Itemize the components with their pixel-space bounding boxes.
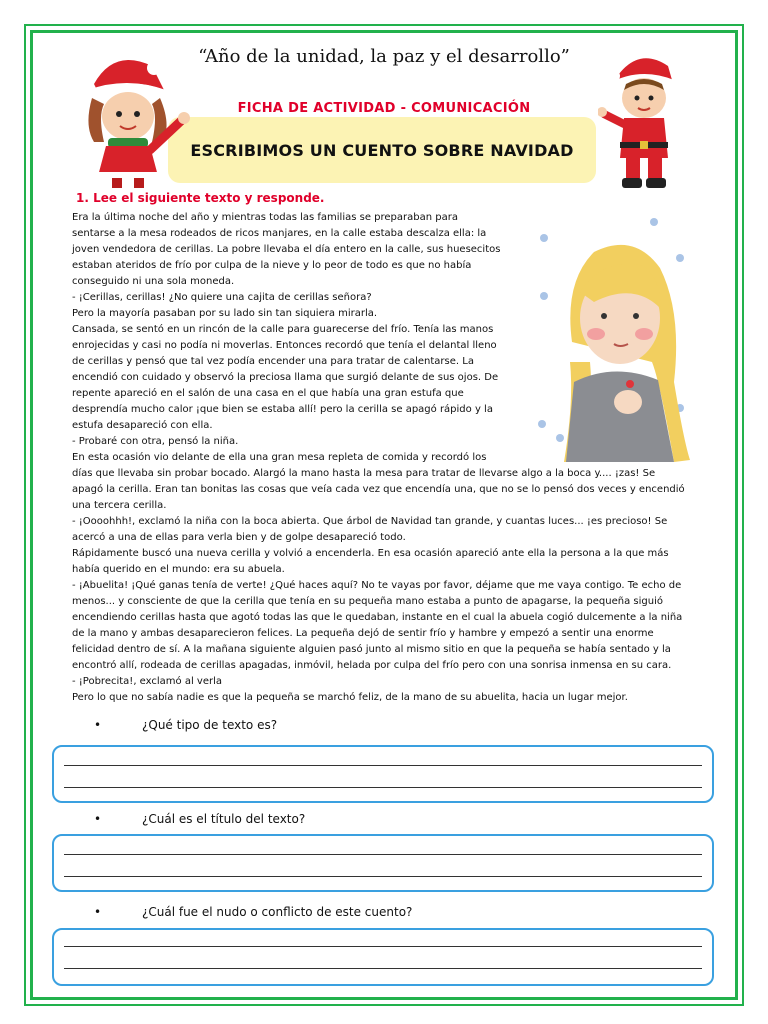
story-line: encendió con cuidado y observó la preciosa llama que surgió delante de sus ojos. De	[72, 372, 499, 383]
page-title: ESCRIBIMOS UN CUENTO SOBRE NAVIDAD	[190, 140, 574, 160]
story-line: Era la última noche del año y mientras todas las familias se preparaban para	[72, 212, 458, 223]
instruction: 1. Lee el siguiente texto y responde.	[76, 191, 325, 205]
bullet: •	[94, 905, 102, 919]
story-line: de la mano y ambas desaparecieron felices. La pequeña dejó de sentir frío y hambre y empezó a sentir una enorme	[72, 628, 654, 639]
story-line: - ¡Cerillas, cerillas! ¿No quiere una cajita de cerillas señora?	[72, 292, 372, 303]
question-1	[94, 718, 277, 732]
story-line: había querido en el mundo: era su abuela.	[72, 564, 285, 575]
story-line: sentarse a la mesa rodeados de ricos manjares, en la calle estaba descalza ella: la	[72, 228, 487, 239]
story-line: - Probaré con otra, pensó la niña.	[72, 436, 239, 447]
story-line: días que llevaba sin probar bocado. Alargó la mano hasta la mesa para tratar de llevarse algo a la boca y.... ¡zas! Se	[72, 468, 656, 479]
motto: “Año de la unidad, la paz y el desarrollo”	[198, 46, 570, 67]
answer-box-2[interactable]	[52, 834, 714, 892]
story-line: Pero lo que no sabía nadie es que la pequeña se marchó feliz, de la mano de su abuelita, hacia un lugar mejor.	[72, 692, 628, 703]
question-2	[94, 812, 305, 826]
answer-line	[64, 765, 702, 766]
story-line: felicidad dentro de sí. A la mañana siguiente alguien pasó junto al mismo sitio en que la pequeña se había sentado y la	[72, 644, 671, 655]
question-3	[94, 905, 412, 919]
question-text: ¿Cuál es el título del texto?	[142, 812, 306, 826]
story-line: conseguido ni una sola moneda.	[72, 276, 235, 287]
story-line: estaban ateridos de frío por culpa de la nieve y lo peor de todo es que no había	[72, 260, 472, 271]
answer-line	[64, 876, 702, 877]
story-line: desprendía mucho calor ¡que bien se estaba allí! pero la cerilla se apagó rápido y la	[72, 404, 493, 415]
story-line: encontró allí, rodeada de cerillas apagadas, inmóvil, helada por culpa del frío pero con una sonrisa inmensa en su cara.	[72, 660, 672, 671]
story-line: - ¡Oooohhh!, exclamó la niña con la boca abierta. Que árbol de Navidad tan grande, y cuantas luces... ¡es precioso! Se	[72, 516, 668, 527]
story-line: Cansada, se sentó en un rincón de la calle para guarecerse del frío. Tenía las manos	[72, 324, 494, 335]
answer-line	[64, 968, 702, 969]
story-line: estufa desapareció con ella.	[72, 420, 213, 431]
question-text: ¿Cuál fue el nudo o conflicto de este cuento?	[142, 905, 413, 919]
bullet: •	[94, 812, 102, 826]
santa-girl-illustration	[54, 46, 204, 188]
story-line: menos... y consciente de que la cerilla que tenía en su pequeña mano estaba a punto de apagarse, la pequeña siguió	[72, 596, 663, 607]
question-text: ¿Qué tipo de texto es?	[142, 718, 278, 732]
story-line: repente apareció en el salón de una casa en el que había una gran estufa que	[72, 388, 464, 399]
answer-box-3[interactable]	[52, 928, 714, 986]
story-line: una tercera cerilla.	[72, 500, 167, 511]
story-line: Pero la mayoría pasaban por su lado sin tan siquiera mirarla.	[72, 308, 378, 319]
story-line: joven vendedora de cerillas. La pobre llevaba el día entero en la calle, sus huesecitos	[72, 244, 501, 255]
story-line: Rápidamente buscó una nueva cerilla y volvió a encenderla. En esa ocasión apareció ante ella la persona a la que más	[72, 548, 669, 559]
story-line: apagó la cerilla. Eran tan bonitas las cosas que veía cada vez que encendía una, que no se lo pensó dos veces y encendió	[72, 484, 685, 495]
story-line: de cerillas y pensó que tal vez podía encender una para tratar de calentarse. La	[72, 356, 474, 367]
story-line: acercó a una de ellas para verla bien y de golpe desapareció todo.	[72, 532, 406, 543]
story-line: - ¡Abuelita! ¡Qué ganas tenía de verte! ¿Qué haces aquí? No te vayas por favor, déjame que me vaya contigo. Te echo de	[72, 580, 682, 591]
story-line: En esta ocasión vio delante de ella una gran mesa repleta de comida y recordó los	[72, 452, 487, 463]
story-line: encendiendo cerillas hasta que agotó todas las que le quedaban, instante en el cual la abuela cogió dulcemente a la niña	[72, 612, 683, 623]
story-line: enrojecidas y casi no podía ni moverlas. Entonces recordó que tenía el delantal lleno	[72, 340, 497, 351]
answer-line	[64, 946, 702, 947]
story-line: - ¡Pobrecita!, exclamó al verla	[72, 676, 223, 687]
answer-box-1[interactable]	[52, 745, 714, 803]
story-text	[72, 210, 696, 706]
answer-line	[64, 787, 702, 788]
title-box	[168, 117, 596, 183]
answer-line	[64, 854, 702, 855]
bullet: •	[94, 718, 102, 732]
santa-boy-illustration	[598, 48, 688, 192]
ficha-heading: FICHA DE ACTIVIDAD - COMUNICACIÓN	[237, 101, 531, 116]
